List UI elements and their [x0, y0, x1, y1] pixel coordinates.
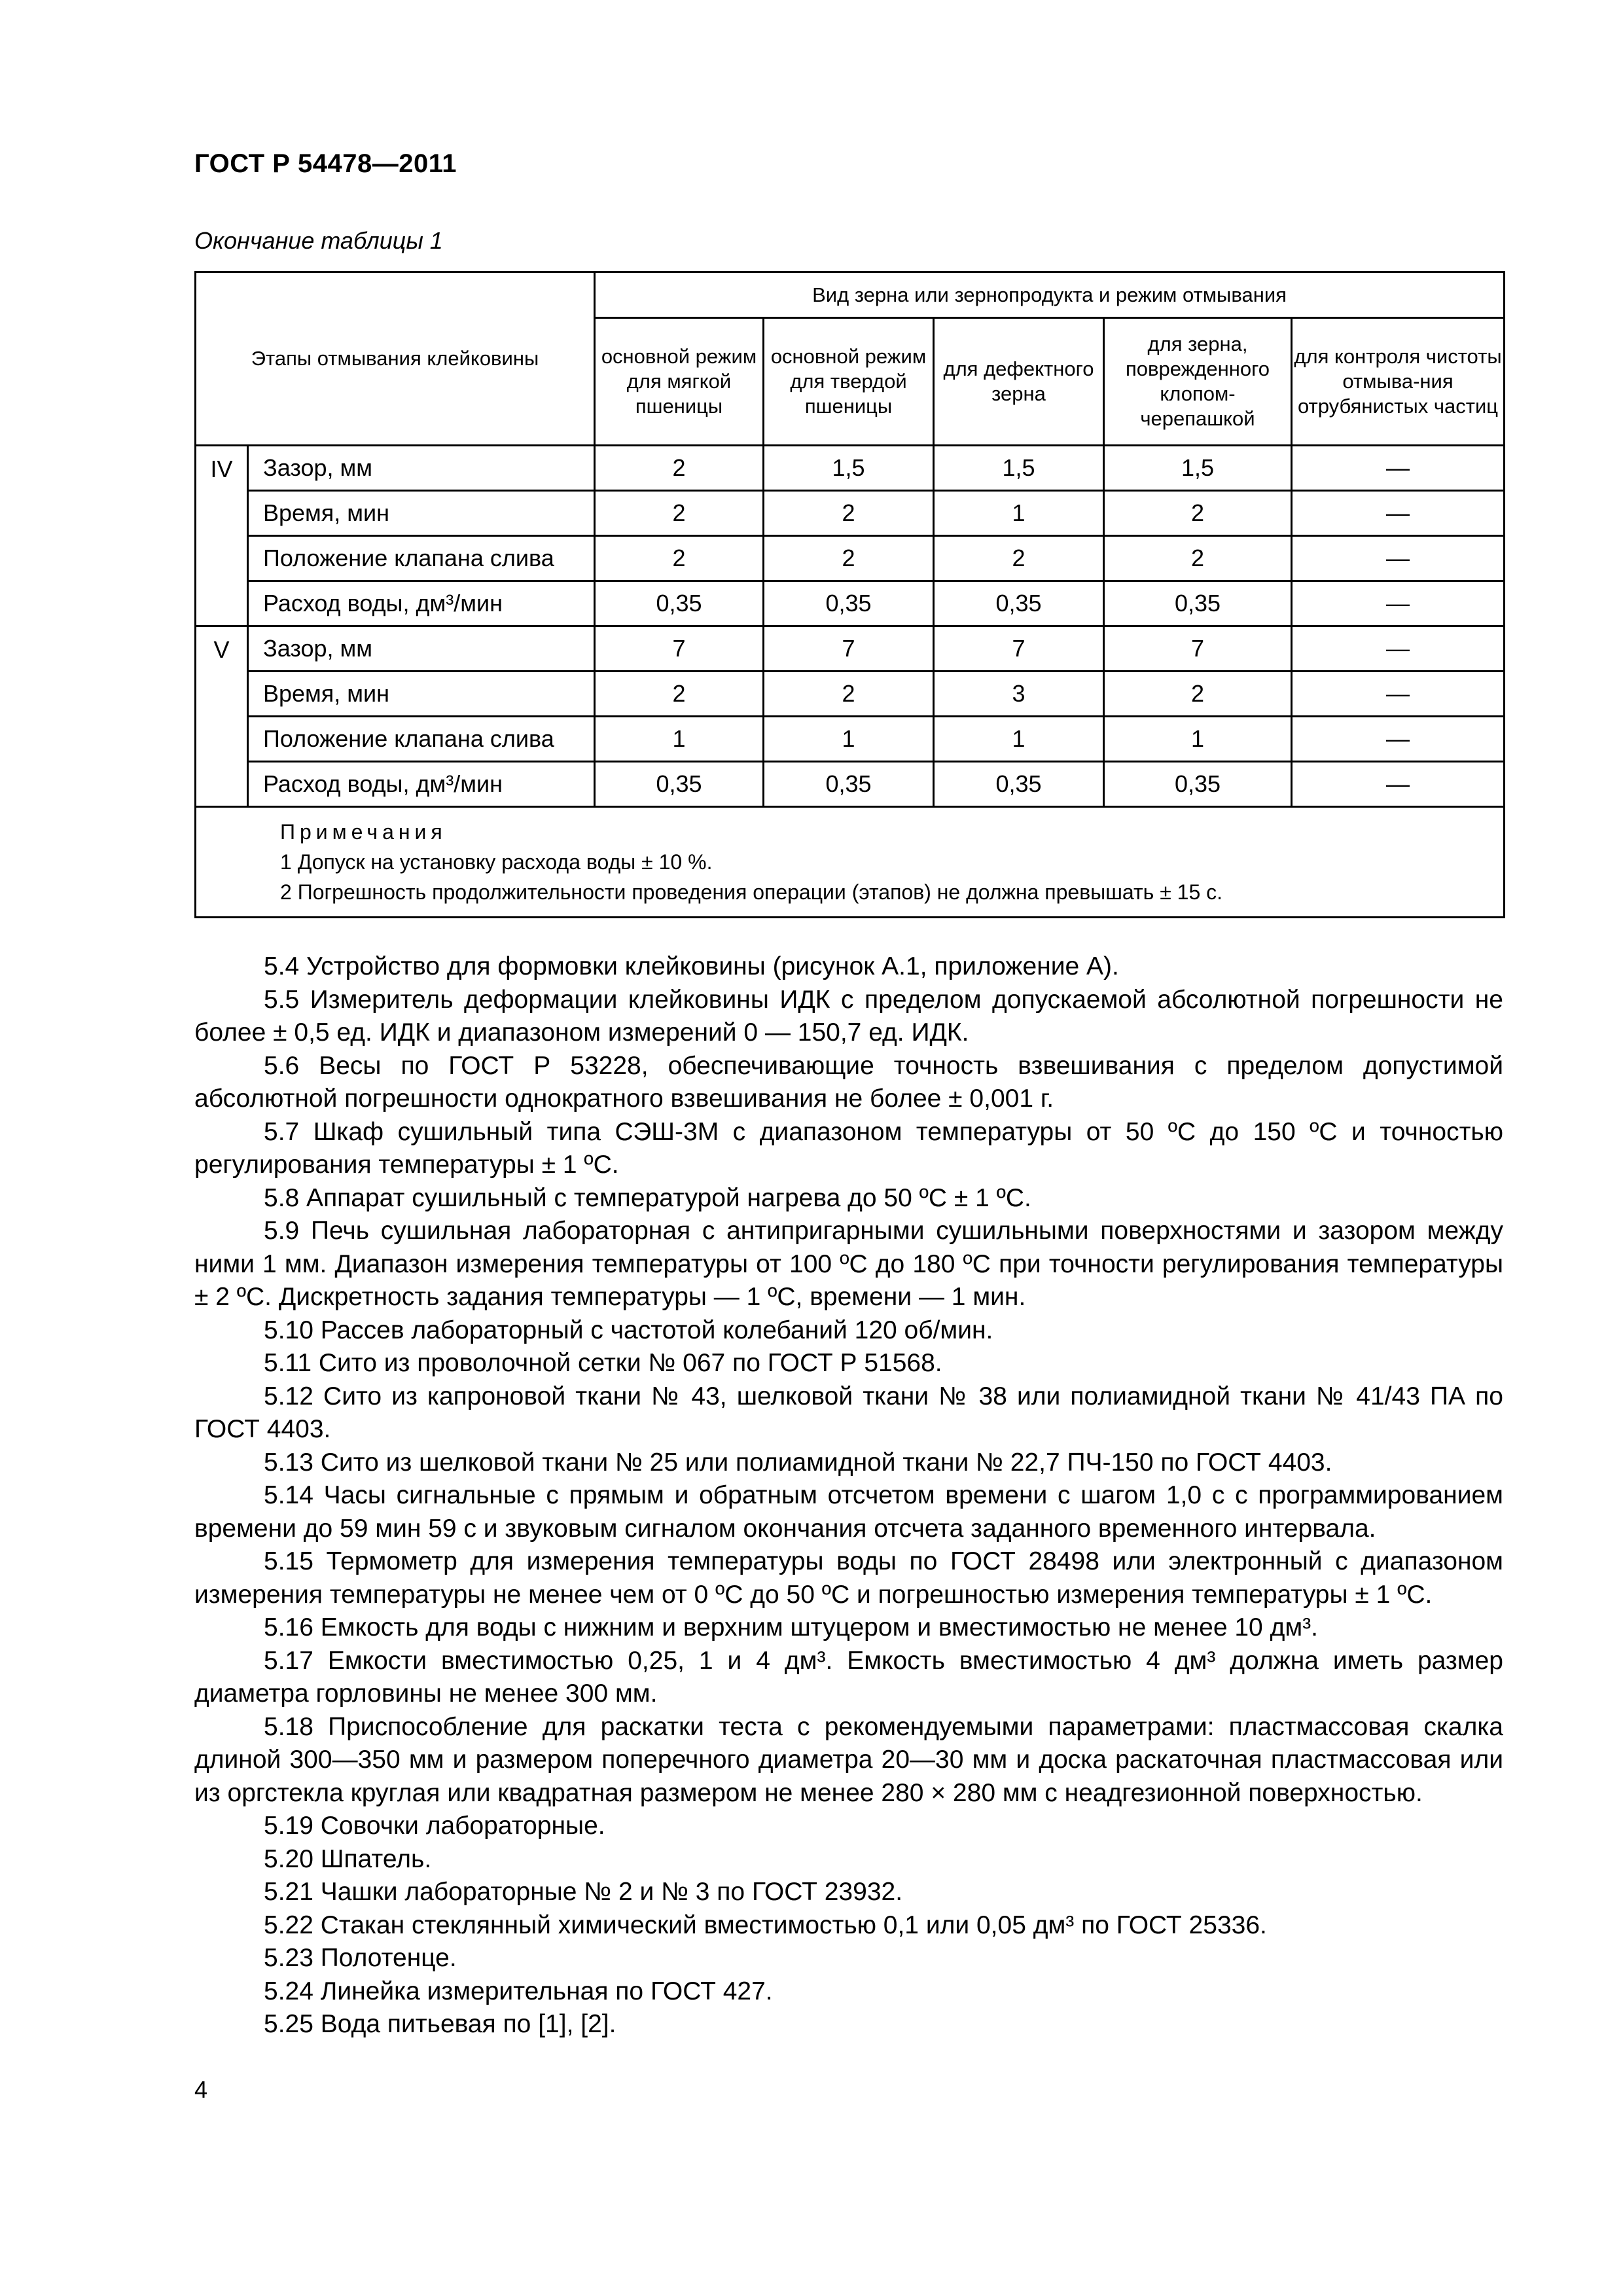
table-cell: 1,5 [1104, 446, 1292, 491]
body-text [194, 950, 1503, 2041]
note-item: 1 Допуск на установку расхода воды ± 10 %. [280, 850, 713, 874]
data-table [194, 271, 1505, 918]
table-cell: 2 [1104, 491, 1292, 536]
column-header: для контроля чистоты отмыва-ния отрубянистых частиц [1292, 318, 1505, 446]
table-cell: — [1292, 626, 1505, 672]
parameter-label: Зазор, мм [248, 626, 595, 672]
table-cell: 2 [764, 536, 934, 581]
paragraph: 5.9 Печь сушильная лабораторная с антипригарными сушильными поверхностями и зазором между ними 1 мм. Диапазон измерения температуры от 100 ºС до 180 ºС при точности регулирования температуры ± 2 ºС. Дискретность задания температуры — 1 ºС, времени — 1 мин. [194, 1217, 1503, 1311]
column-header: для зерна, поврежденного клопом-черепашкой [1104, 318, 1292, 446]
paragraph: 5.17 Емкости вместимостью 0,25, 1 и 4 дм³. Емкость вместимостью 4 дм³ должна иметь размер диаметра горловины не менее 300 мм. [194, 1646, 1503, 1708]
table-cell: 1 [934, 717, 1104, 762]
table-cell: 0,35 [595, 762, 764, 807]
paragraph: 5.13 Сито из шелковой ткани № 25 или полиамидной ткани № 22,7 ПЧ-150 по ГОСТ 4403. [264, 1448, 1332, 1477]
parameter-label: Положение клапана слива [248, 717, 595, 762]
table-cell: 7 [595, 626, 764, 672]
table-cell: 1 [595, 717, 764, 762]
paragraph: 5.19 Совочки лабораторные. [264, 1812, 605, 1840]
table-cell: 3 [934, 672, 1104, 717]
table-row [196, 446, 1505, 491]
paragraph: 5.23 Полотенце. [264, 1944, 457, 1972]
paragraph: 5.16 Емкость для воды с нижним и верхним штуцером и вместимостью не менее 10 дм³. [264, 1613, 1318, 1641]
table-cell: — [1292, 717, 1505, 762]
table-cell: 1,5 [934, 446, 1104, 491]
table-cell: — [1292, 536, 1505, 581]
table-cell: 2 [1104, 536, 1292, 581]
table-cell: — [1292, 762, 1505, 807]
table-cell: 2 [764, 672, 934, 717]
group-header: Вид зерна или зернопродукта и режим отмывания [595, 272, 1505, 318]
table-cell: 1 [764, 717, 934, 762]
table-cell: 1 [1104, 717, 1292, 762]
paragraph: 5.24 Линейка измерительная по ГОСТ 427. [264, 1977, 773, 2005]
table-cell: 0,35 [934, 762, 1104, 807]
table-row [196, 717, 1505, 762]
paragraph: 5.6 Весы по ГОСТ Р 53228, обеспечивающие точность взвешивания с пределом допустимой абсолютной погрешности однократного взвешивания не более ± 0,001 г. [194, 1051, 1503, 1113]
table-cell: 2 [595, 446, 764, 491]
paragraph: 5.5 Измеритель деформации клейковины ИДК с пределом допускаемой абсолютной погрешности не более ± 0,5 ед. ИДК и диапазоном измерений 0 — 150,7 ед. ИДК. [194, 985, 1503, 1047]
table-cell: — [1292, 491, 1505, 536]
column-header: основной режим для мягкой пшеницы [595, 318, 764, 446]
paragraph: 5.20 Шпатель. [264, 1844, 432, 1873]
table-cell: — [1292, 672, 1505, 717]
table-cell: 1 [934, 491, 1104, 536]
parameter-label: Расход воды, дм³/мин [248, 581, 595, 626]
table-notes [196, 807, 1505, 918]
table-cell: 2 [595, 536, 764, 581]
stage-label: IV [196, 446, 248, 626]
table-row [196, 581, 1505, 626]
paragraph: 5.8 Аппарат сушильный с температурой нагрева до 50 ºС ± 1 ºС. [264, 1183, 1031, 1212]
table-cell: 0,35 [595, 581, 764, 626]
table-row [196, 762, 1505, 807]
document-header: ГОСТ Р 54478—2011 [194, 149, 457, 178]
table-row [196, 491, 1505, 536]
table-cell: 1,5 [764, 446, 934, 491]
parameter-label: Расход воды, дм³/мин [248, 762, 595, 807]
table-row [196, 536, 1505, 581]
table-cell: 0,35 [764, 762, 934, 807]
table-cell: 0,35 [934, 581, 1104, 626]
parameter-label: Время, мин [248, 672, 595, 717]
paragraph: 5.12 Сито из капроновой ткани № 43, шелковой ткани № 38 или полиамидной ткани № 41/43 ПА по ГОСТ 4403. [194, 1382, 1503, 1443]
note-item: 2 Погрешность продолжительности проведения операции (этапов) не должна превышать ± 15 с. [280, 880, 1223, 904]
table-cell: 2 [1104, 672, 1292, 717]
table-caption: Окончание таблицы 1 [194, 227, 443, 254]
paragraph: 5.15 Термометр для измерения температуры воды по ГОСТ 28498 или электронный с диапазоном измерения температуры не менее чем от 0 ºС до 50 ºС и погрешностью измерения температуры ± 1 ºС. [194, 1547, 1503, 1609]
paragraph: 5.7 Шкаф сушильный типа СЭШ-3М с диапазоном температуры от 50 ºС до 150 ºС и точностью регулирования температуры ± 1 ºС. [194, 1117, 1503, 1179]
paragraph: 5.10 Рассев лабораторный с частотой колебаний 120 об/мин. [264, 1316, 993, 1344]
paragraph: 5.22 Стакан стеклянный химический вместимостью 0,1 или 0,05 дм³ по ГОСТ 25336. [264, 1910, 1267, 1939]
table-row [196, 672, 1505, 717]
table-cell: 2 [595, 672, 764, 717]
parameter-label: Зазор, мм [248, 446, 595, 491]
paragraph: 5.21 Чашки лабораторные № 2 и № 3 по ГОСТ 23932. [264, 1878, 903, 1906]
page-number: 4 [194, 2076, 208, 2103]
column-header: для дефектного зерна [934, 318, 1104, 446]
column-header: основной режим для твердой пшеницы [764, 318, 934, 446]
table-cell: 0,35 [1104, 762, 1292, 807]
table-cell: — [1292, 581, 1505, 626]
paragraph: 5.25 Вода питьевая по [1], [2]. [264, 2010, 616, 2038]
table-cell: 2 [595, 491, 764, 536]
paragraph: 5.18 Приспособление для раскатки теста с рекомендуемыми параметрами: пластмассовая скалка длиной 300—350 мм и размером поперечного диаметра 20—30 мм и доска раскаточная пластмассовая или из оргстекла круглая или квадратная размером не менее 280 × 280 мм с неадгезионной поверхностью. [194, 1712, 1503, 1807]
table-cell: 7 [1104, 626, 1292, 672]
table-cell: — [1292, 446, 1505, 491]
parameter-label: Время, мин [248, 491, 595, 536]
table-row [196, 626, 1505, 672]
table-cell: 2 [764, 491, 934, 536]
table-cell: 0,35 [1104, 581, 1292, 626]
paragraph: 5.11 Сито из проволочной сетки № 067 по ГОСТ Р 51568. [264, 1349, 942, 1377]
paragraph: 5.4 Устройство для формовки клейковины (рисунок А.1, приложение А). [264, 952, 1119, 980]
parameter-label: Положение клапана слива [248, 536, 595, 581]
table-cell: 7 [764, 626, 934, 672]
table-cell: 0,35 [764, 581, 934, 626]
stage-header: Этапы отмывания клейковины [196, 272, 595, 446]
notes-title: Примечания [280, 820, 447, 844]
stage-label: V [196, 626, 248, 807]
table-cell: 7 [934, 626, 1104, 672]
paragraph: 5.14 Часы сигнальные с прямым и обратным отсчетом времени с шагом 1,0 с с программированием времени до 59 мин 59 с и звуковым сигналом окончания отсчета заданного временного интервала. [194, 1481, 1503, 1543]
table-cell: 2 [934, 536, 1104, 581]
